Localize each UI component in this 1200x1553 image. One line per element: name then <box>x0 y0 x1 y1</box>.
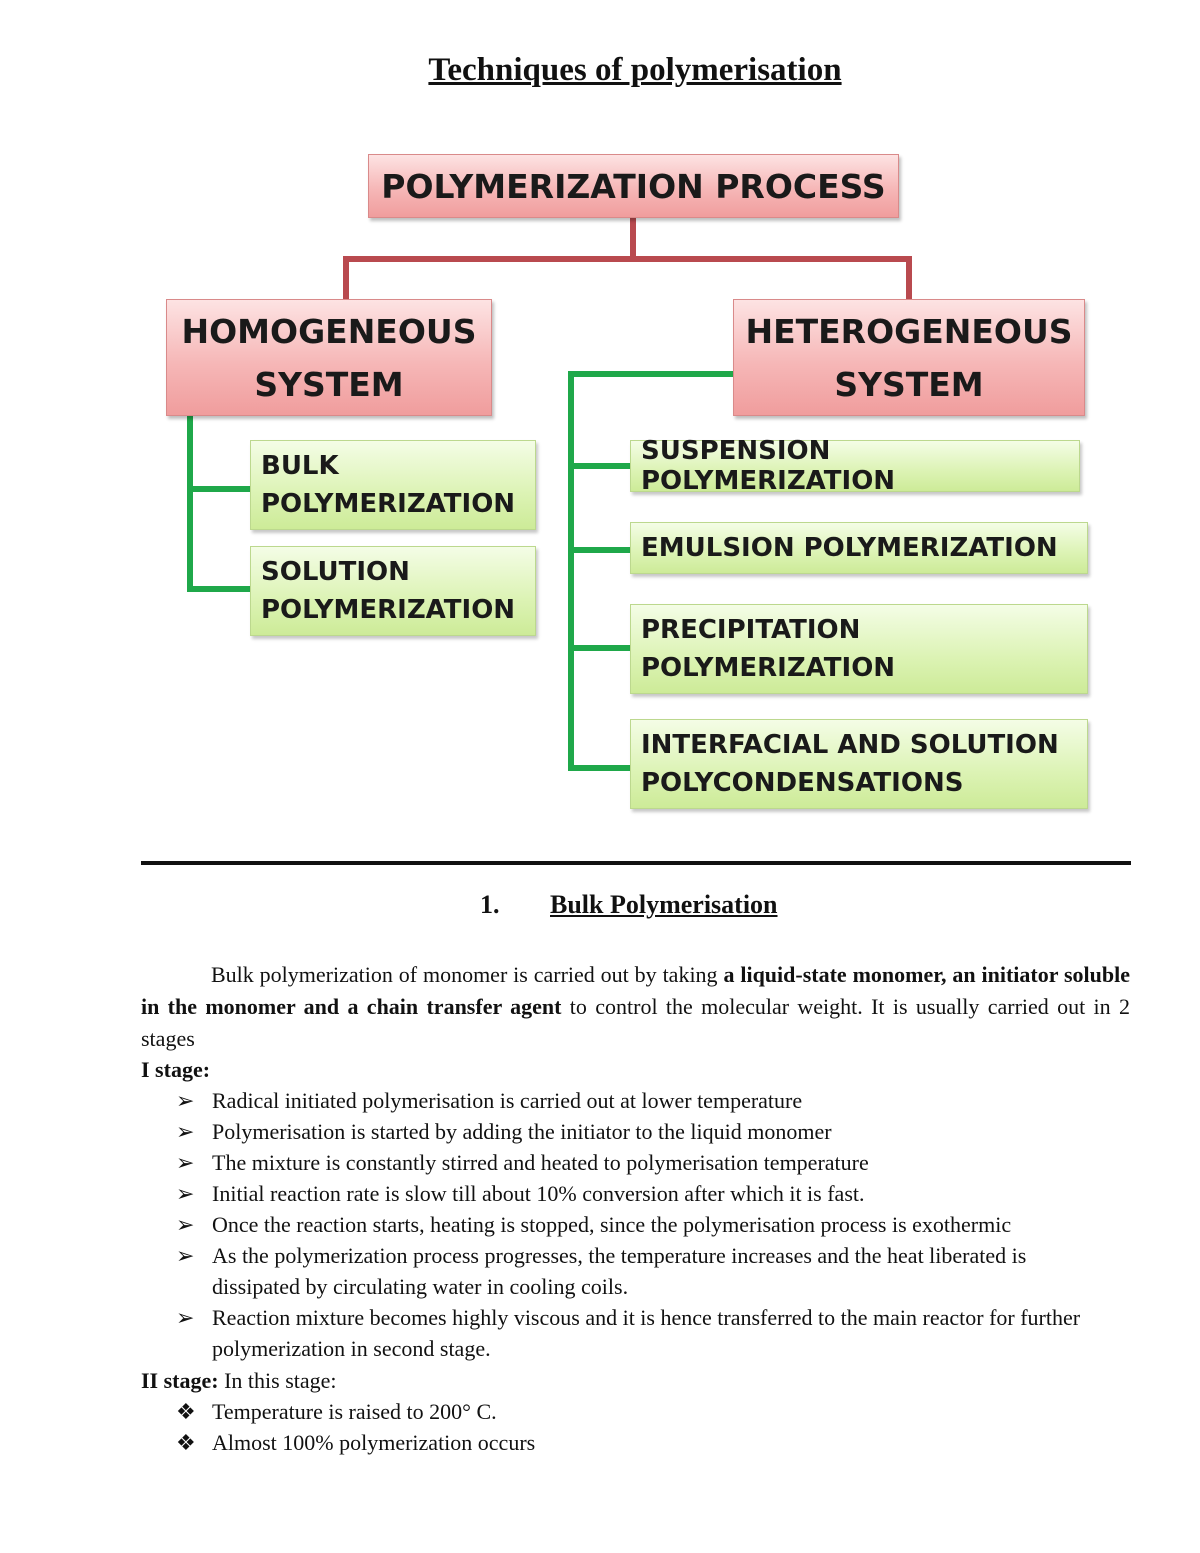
homogeneous-system-box <box>166 299 492 416</box>
list-item <box>176 1302 1106 1364</box>
list-item <box>176 1178 1106 1209</box>
stage-two-title: II stage: <box>141 1368 219 1393</box>
heterogeneous-system-box <box>733 299 1085 416</box>
list-item <box>176 1240 1106 1302</box>
intro-text-part-1: Bulk polymerization of monomer is carried out by taking <box>211 962 724 987</box>
arrowhead-bullet-icon: ➢ <box>176 1088 195 1113</box>
arrowhead-bullet-icon: ➢ <box>176 1305 195 1330</box>
list-item-text: Reaction mixture becomes highly viscous and it is hence transferred to the main reactor for further polymerization in second stage. <box>212 1305 1081 1361</box>
emulsion-polymerization-box <box>630 522 1088 574</box>
interfacial-polycondensations-label: INTERFACIAL AND SOLUTION POLYCONDENSATIONS <box>641 730 1059 798</box>
stage-two-text: In this stage: <box>218 1368 337 1393</box>
page-title: Techniques of polymerisation <box>428 52 842 88</box>
list-item <box>176 1427 1106 1458</box>
stage-one-label: I stage: <box>141 1057 211 1082</box>
arrowhead-bullet-icon: ➢ <box>176 1212 195 1237</box>
stage-two-label <box>141 1365 337 1396</box>
list-item <box>176 1209 1106 1240</box>
list-item <box>176 1116 1106 1147</box>
list-item-text: Radical initiated polymerisation is carried out at lower temperature <box>212 1088 803 1113</box>
intro-paragraph <box>141 959 1130 1055</box>
horizontal-divider <box>141 861 1131 865</box>
list-item-text: Almost 100% polymerization occurs <box>212 1430 536 1455</box>
arrowhead-bullet-icon: ➢ <box>176 1150 195 1175</box>
list-item-text: As the polymerization process progresses, the temperature increases and the heat liberated is dissipated by circulating water in cooling coils. <box>212 1243 1027 1299</box>
four-diamond-bullet-icon: ❖ <box>176 1430 196 1455</box>
list-item-text: Initial reaction rate is slow till about 10% conversion after which it is fast. <box>212 1181 865 1206</box>
solution-polymerization-label: SOLUTION POLYMERIZATION <box>261 557 516 625</box>
red-connectors <box>346 218 909 299</box>
list-item-text: Once the reaction starts, heating is stopped, since the polymerisation process is exothermic <box>212 1212 1012 1237</box>
polymerization-process-label: POLYMERIZATION PROCESS <box>381 166 886 206</box>
section-number: 1. <box>480 890 500 919</box>
list-item-text: Polymerisation is started by adding the initiator to the liquid monomer <box>212 1119 832 1144</box>
bulk-polymerization-label: BULK POLYMERIZATION <box>261 451 516 519</box>
emulsion-polymerization-label: EMULSION POLYMERIZATION <box>641 533 1058 563</box>
interfacial-polycondensations-box <box>630 719 1088 809</box>
suspension-polymerization-label: SUSPENSION POLYMERIZATION <box>641 436 896 496</box>
heterogeneous-system-label: HETEROGENEOUS SYSTEM <box>745 311 1073 404</box>
section-heading <box>480 890 778 920</box>
intro-text-part-2: to control the molecular weight. It is usually carried out in 2 stages <box>141 994 1130 1051</box>
list-item <box>176 1396 1106 1427</box>
list-item-text: The mixture is constantly stirred and heated to polymerisation temperature <box>212 1150 869 1175</box>
arrowhead-bullet-icon: ➢ <box>176 1181 195 1206</box>
section-title: Bulk Polymerisation <box>550 890 778 919</box>
suspension-polymerization-box <box>630 436 1080 496</box>
arrowhead-bullet-icon: ➢ <box>176 1119 195 1144</box>
list-item <box>176 1147 1106 1178</box>
stage-one-list <box>176 1085 1106 1364</box>
four-diamond-bullet-icon: ❖ <box>176 1399 196 1424</box>
precipitation-polymerization-label: PRECIPITATION POLYMERIZATION <box>641 615 896 683</box>
polymerization-process-box <box>368 154 899 218</box>
list-item <box>176 1085 1106 1116</box>
intro-text-bold: a liquid-state monomer, an initiator soluble in the monomer and a chain transfer agent <box>141 962 1130 1019</box>
arrowhead-bullet-icon: ➢ <box>176 1243 195 1268</box>
precipitation-polymerization-box <box>630 604 1088 694</box>
list-item-text: Temperature is raised to 200° C. <box>212 1399 497 1424</box>
homogeneous-system-label: HOMOGENEOUS SYSTEM <box>181 311 477 404</box>
solution-polymerization-box <box>250 546 536 636</box>
bulk-polymerization-box <box>250 440 536 530</box>
stage-two-list <box>176 1396 1106 1458</box>
